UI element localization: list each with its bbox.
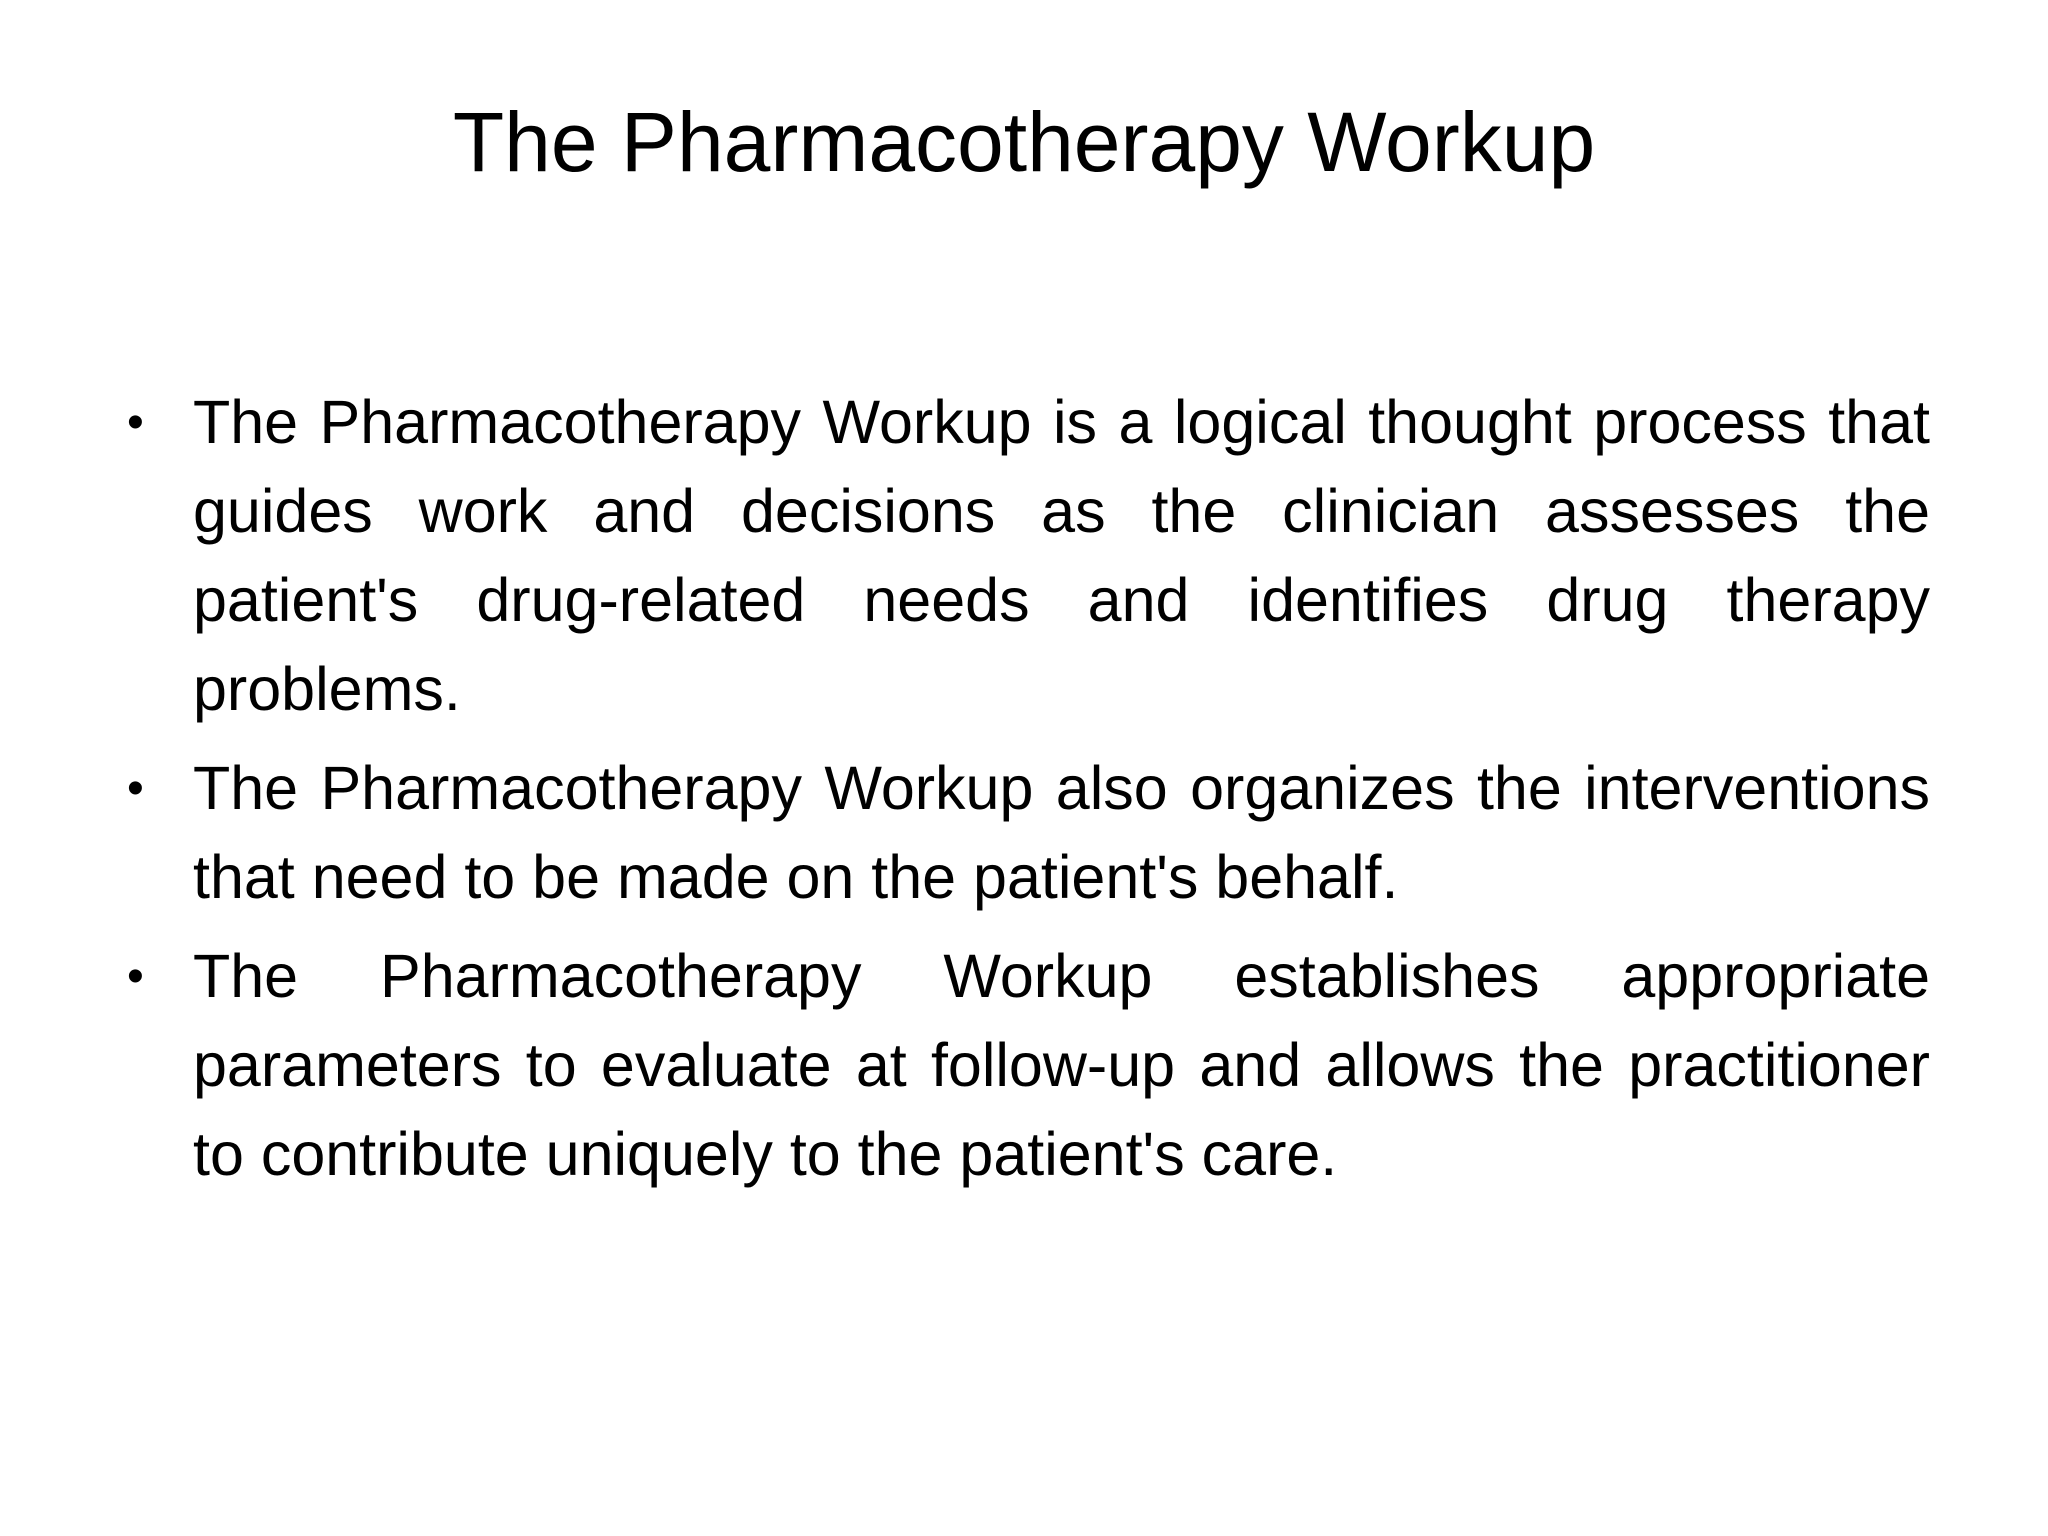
bullet-icon: • [127,762,144,815]
bullet-item [120,744,1930,922]
bullet-text: The Pharmacotherapy Workup establishes appropriate parameters to evaluate at follow-up and allows the practitioner to contribute uniquely to the patient's care. [193,942,1930,1188]
bullet-text: The Pharmacotherapy Workup also organizes the interventions that need to be made on the patient's behalf. [193,754,1930,911]
bullet-icon: • [127,396,144,449]
bullet-item [120,932,1930,1199]
slide-title: The Pharmacotherapy Workup [452,95,1596,189]
bullet-text: The Pharmacotherapy Workup is a logical thought process that guides work and decisions as the clinician assesses the patient's drug-related needs and identifies drug therapy problems. [193,388,1930,723]
bullet-list [120,378,1930,1209]
bullet-item [120,378,1930,734]
bullet-icon: • [127,950,144,1003]
